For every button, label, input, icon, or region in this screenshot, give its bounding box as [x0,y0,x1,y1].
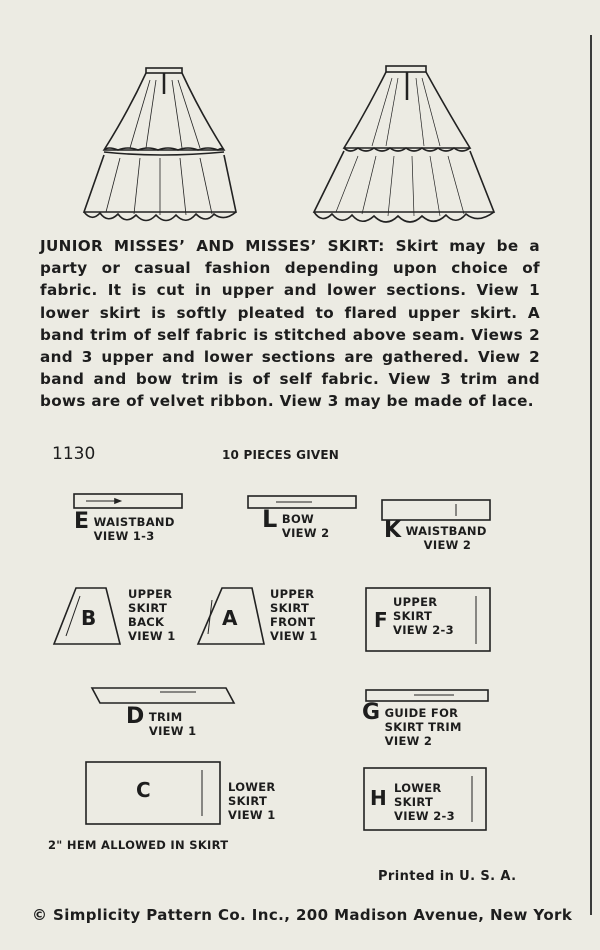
piece-b-line4: VIEW 1 [128,629,176,643]
piece-h-line1: LOWER [394,781,442,795]
piece-c-label [228,780,276,822]
piece-b-line2: SKIRT [128,601,168,615]
piece-a-line4: VIEW 1 [270,629,318,643]
piece-b-line3: BACK [128,615,165,629]
piece-d-line1: TRIM [148,710,183,724]
piece-d-line2: VIEW 1 [148,724,197,738]
piece-g-letter: G [362,700,381,725]
piece-f-letter: F [374,608,388,632]
piece-c-line3: VIEW 1 [228,808,276,822]
piece-g-label [362,700,462,748]
piece-h-label [394,781,455,823]
piece-c-line2: SKIRT [228,794,268,808]
pattern-number: 1130 [52,444,96,464]
piece-h-line3: VIEW 2-3 [394,809,455,823]
piece-d-letter: D [126,704,145,729]
piece-l-line2: VIEW 2 [281,526,330,540]
pieces-given: 10 PIECES GIVEN [222,448,339,462]
piece-e-letter: E [74,509,90,534]
piece-a-line1: UPPER [270,587,315,601]
piece-f-line1: UPPER [393,595,438,609]
piece-e-line2: VIEW 1-3 [93,529,155,543]
piece-b-letter: B [81,606,97,630]
piece-e-shape [74,494,182,508]
piece-k-shape [382,500,490,520]
piece-a-letter: A [222,606,238,630]
piece-h-letter: H [370,786,387,810]
piece-k-line1: WAISTBAND [405,524,487,538]
piece-k-line2: VIEW 2 [423,538,472,552]
piece-d-label [126,704,197,738]
hem-note: 2" HEM ALLOWED IN SKIRT [48,838,229,852]
piece-l-label [262,505,330,540]
piece-b-label [128,587,176,643]
piece-g-line1: GUIDE FOR [384,706,459,720]
piece-b-line1: UPPER [128,587,173,601]
piece-l-letter: L [262,505,278,533]
piece-k-letter: K [384,518,402,543]
piece-k-label [384,518,487,552]
piece-c-letter: C [136,778,151,802]
description-title: JUNIOR MISSES’ AND MISSES’ SKIRT: [40,237,385,255]
printed-in: Printed in U. S. A. [378,869,517,884]
description-body: Skirt may be a party or casual fashion depending upon choice of fabric. It is cut in upper and lower sections. View 1 lower skirt is softly pleated to flared upper skirt. A band trim of self fabric is stitched above seam. Views 2 and 3 upper and lower sections are gathered. View 2 band and bow trim is of self fabric. View 3 trim and bows are of velvet ribbon. View 3 may be made of lace. [40,237,541,411]
skirt-illustration-view-2 [314,66,494,222]
piece-f-line3: VIEW 2-3 [393,623,454,637]
piece-g-line3: VIEW 2 [384,734,433,748]
piece-e-line1: WAISTBAND [93,515,175,529]
skirt-illustration-view-1 [84,68,236,221]
piece-l-line1: BOW [281,512,315,526]
piece-f-label [393,595,454,637]
piece-e-label [74,509,175,543]
piece-h-line2: SKIRT [394,795,434,809]
piece-f-line2: SKIRT [393,609,433,623]
piece-a-line3: FRONT [270,615,316,629]
piece-g-line2: SKIRT TRIM [384,720,462,734]
copyright-line: © Simplicity Pattern Co. Inc., 200 Madison Avenue, New York [32,906,573,924]
piece-a-label [270,587,318,643]
piece-a-line2: SKIRT [270,601,310,615]
piece-d-shape [92,688,234,703]
piece-c-shape [86,762,220,824]
skirt-description [40,235,540,413]
piece-g-shape [366,690,488,701]
piece-c-line1: LOWER [228,780,276,794]
